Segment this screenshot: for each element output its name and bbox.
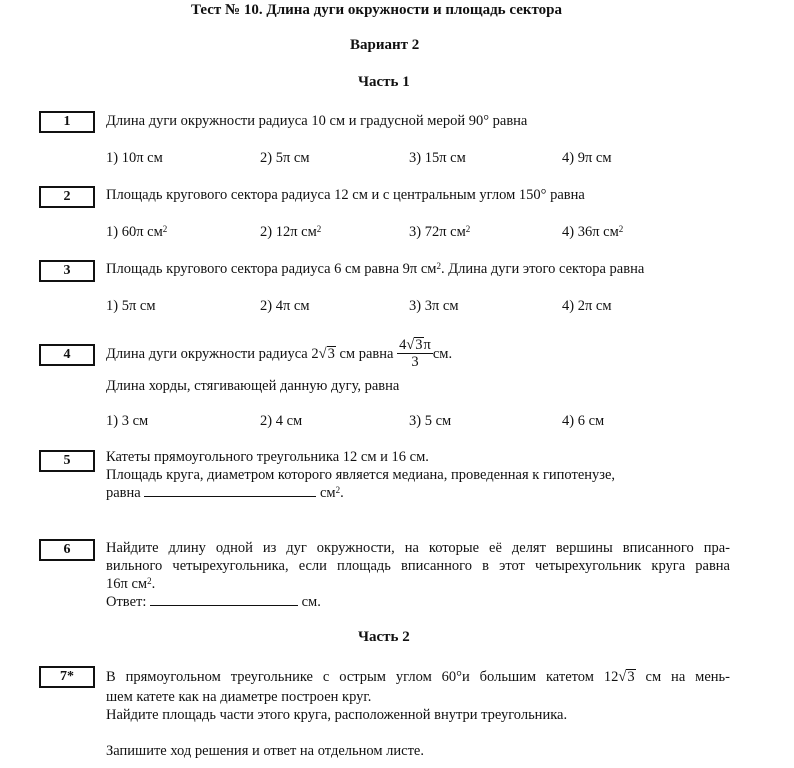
superscript: 2	[147, 576, 152, 586]
task-5-line1: Катеты прямоугольного треугольника 12 см и 16 см.	[106, 449, 429, 465]
part2-heading: Часть 2	[358, 629, 410, 645]
task-3-option-1: 1) 5π см	[106, 298, 156, 314]
task-2-option-2: 2) 12π $см^2$	[260, 224, 322, 240]
task-1-number-box: 1	[39, 111, 95, 133]
task-1-option-1: 1) 10π см	[106, 150, 163, 166]
task-7-line4: Запишите ход решения и ответ на отдельном листе.	[106, 743, 424, 759]
task-1-text: Длина дуги окружности радиуса 10 см и градусной мерой 90° равна	[106, 113, 528, 129]
task-6-line3: 16π $см^2$.	[106, 576, 156, 592]
task-3-option-4: 4) 2π см	[562, 298, 612, 314]
task-1-option-3: 3) 15π см	[409, 150, 466, 166]
answer-blank[interactable]	[150, 593, 298, 606]
task-3-text: Площадь кругового сектора радиуса 6 см равна 9π $см^2$. Длина дуги этого сектора равна	[106, 261, 645, 277]
task-2-option-4: 4) 36π $см^2$	[562, 224, 624, 240]
task-3-option-2: 2) 4π см	[260, 298, 310, 314]
task-3-number-box: 3	[39, 260, 95, 282]
task-2-option-3: 3) 72π $см^2$	[409, 224, 471, 240]
answer-blank[interactable]	[144, 484, 316, 497]
variant-heading: Вариант 2	[350, 37, 420, 53]
task-4-option-2: 2) 4 см	[260, 413, 303, 429]
task-7-line2: шем катете как на диаметре построен круг.	[106, 689, 372, 705]
page-title: Тест № 10. Длина дуги окружности и площадь сектора	[191, 2, 563, 18]
superscript: 2	[618, 224, 624, 234]
task-5-line2: Площадь круга, диаметром которого является медиана, проведенная к гипотенузе,	[106, 467, 616, 483]
task-4-text-line2: Длина хорды, стягивающей данную дугу, равна	[106, 378, 400, 394]
task-4-option-1: 1) 3 см	[106, 413, 149, 429]
task-6-number-box: 6	[39, 539, 95, 561]
task-7-number-box: 7*	[39, 666, 95, 688]
task-6-line2: вильного четырехугольника, если площадь вписанного в этот четырехугольник круга равна	[106, 558, 730, 574]
sqrt-symbol: √	[318, 346, 327, 362]
task-4-number-box: 4	[39, 344, 95, 366]
task-5-line3: равна $см^2$.	[106, 485, 344, 501]
fraction: $\frac{4√3\pi}{3}$	[399, 337, 431, 371]
task-2-option-1: 1) 60π $см^2$	[106, 224, 168, 240]
task-6-line1: Найдите длину одной из дуг окружности, на которые её делят вершины вписанного пра-	[106, 540, 730, 556]
task-4-text: Длина дуги окружности радиуса 2√3 см равна $\frac{4√3\pi}{3}$ см.	[106, 337, 453, 371]
part1-heading: Часть 1	[358, 74, 410, 90]
task-7-line3: Найдите площадь части этого круга, расположенной внутри треугольника.	[106, 707, 568, 723]
task-7-line1: В прямоугольном треугольнике с острым углом 60°и большим катетом 12√3 см на мень-	[106, 669, 730, 685]
task-2-number-box: 2	[39, 186, 95, 208]
task-5-number-box: 5	[39, 450, 95, 472]
task-4-option-3: 3) 5 см	[409, 413, 452, 429]
superscript: 2	[162, 224, 168, 234]
task-6-answer-line: Ответ: см.	[106, 594, 321, 610]
task-2-text: Площадь кругового сектора радиуса 12 см и с центральным углом 150° равна	[106, 187, 585, 203]
task-3-option-3: 3) 3π см	[409, 298, 459, 314]
superscript: 2	[316, 224, 322, 234]
task-1-option-4: 4) 9π см	[562, 150, 612, 166]
superscript: 2	[335, 485, 341, 495]
task-4-option-4: 4) 6 см	[562, 413, 605, 429]
superscript: 2	[436, 261, 441, 271]
superscript: 2	[465, 224, 471, 234]
task-1-option-2: 2) 5π см	[260, 150, 310, 166]
